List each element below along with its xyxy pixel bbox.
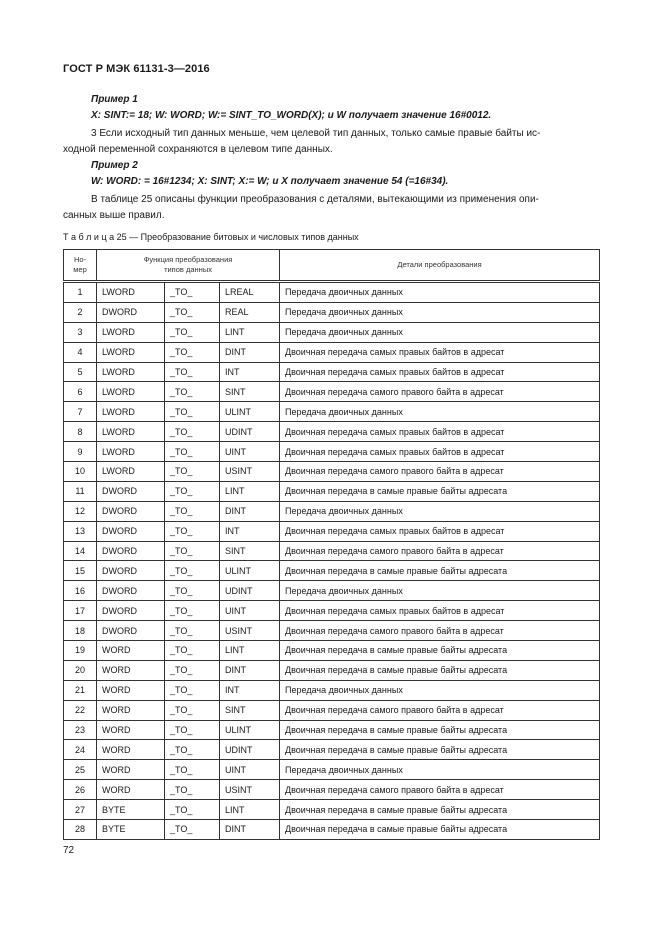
source-type: LWORD — [97, 462, 165, 482]
source-type: WORD — [97, 641, 165, 661]
conversion-op: _TO_ — [165, 740, 220, 760]
target-type: ULINT — [220, 720, 280, 740]
row-number: 21 — [64, 680, 97, 700]
table-row — [64, 820, 600, 840]
table-row — [64, 660, 600, 680]
conversion-op: _TO_ — [165, 402, 220, 422]
row-number: 27 — [64, 800, 97, 820]
conversion-details: Двоичная передача в самые правые байты адресата — [280, 561, 600, 581]
row-number: 7 — [64, 402, 97, 422]
table-row — [64, 541, 600, 561]
example-1-label: Пример 1 — [91, 94, 138, 105]
source-type: DWORD — [97, 561, 165, 581]
target-type: DINT — [220, 820, 280, 840]
target-type: ULINT — [220, 561, 280, 581]
conversion-details: Двоичная передача в самые правые байты адресата — [280, 740, 600, 760]
conversion-details: Двоичная передача самого правого байта в адресат — [280, 780, 600, 800]
row-number: 8 — [64, 422, 97, 442]
target-type: REAL — [220, 302, 280, 322]
paragraph-table-intro — [63, 192, 598, 224]
table-row — [64, 402, 600, 422]
source-type: DWORD — [97, 581, 165, 601]
source-type: WORD — [97, 780, 165, 800]
table-row — [64, 760, 600, 780]
paragraph-3-line-2: ходной переменной сохраняются в целевом типе данных. — [63, 144, 333, 155]
target-type: UDINT — [220, 581, 280, 601]
table-row — [64, 680, 600, 700]
target-type: DINT — [220, 660, 280, 680]
source-type: LWORD — [97, 402, 165, 422]
row-number: 9 — [64, 442, 97, 462]
table-row — [64, 521, 600, 541]
row-number: 14 — [64, 541, 97, 561]
source-type: DWORD — [97, 501, 165, 521]
conversion-op: _TO_ — [165, 282, 220, 303]
target-type: LINT — [220, 641, 280, 661]
target-type: DINT — [220, 501, 280, 521]
conversion-details: Двоичная передача самых правых байтов в адресат — [280, 442, 600, 462]
header-number-line-2: мер — [73, 265, 87, 274]
table-row — [64, 481, 600, 501]
conversion-details: Двоичная передача самых правых байтов в адресат — [280, 342, 600, 362]
target-type: SINT — [220, 541, 280, 561]
table-row — [64, 700, 600, 720]
conversion-op: _TO_ — [165, 462, 220, 482]
target-type: USINT — [220, 462, 280, 482]
source-type: BYTE — [97, 820, 165, 840]
conversion-op: _TO_ — [165, 442, 220, 462]
example-2-code: W: WORD: = 16#1234; X: SINT; X:= W; и X получает значение 54 (=16#34). — [91, 176, 449, 187]
conversion-op: _TO_ — [165, 820, 220, 840]
conversion-details: Двоичная передача в самые правые байты адресата — [280, 800, 600, 820]
paragraph-table-intro-line-1: В таблице 25 описаны функции преобразования с деталями, вытекающими из применения опи- — [91, 194, 539, 205]
conversion-details: Передача двоичных данных — [280, 322, 600, 342]
conversion-details: Передача двоичных данных — [280, 501, 600, 521]
example-1-code: X: SINT:= 18; W: WORD; W:= SINT_TO_WORD(X); и W получает значение 16#0012. — [91, 110, 492, 121]
table-row — [64, 422, 600, 442]
conversion-op: _TO_ — [165, 800, 220, 820]
row-number: 2 — [64, 302, 97, 322]
table-row — [64, 462, 600, 482]
row-number: 25 — [64, 760, 97, 780]
table-row — [64, 740, 600, 760]
conversion-details: Двоичная передача самых правых байтов в адресат — [280, 601, 600, 621]
row-number: 26 — [64, 780, 97, 800]
row-number: 16 — [64, 581, 97, 601]
conversion-details: Двоичная передача самого правого байта в адресат — [280, 700, 600, 720]
target-type: UINT — [220, 442, 280, 462]
source-type: DWORD — [97, 621, 165, 641]
page-number: 72 — [63, 845, 75, 856]
source-type: WORD — [97, 680, 165, 700]
conversion-op: _TO_ — [165, 780, 220, 800]
source-type: LWORD — [97, 422, 165, 442]
source-type: WORD — [97, 740, 165, 760]
table-row — [64, 720, 600, 740]
table-row — [64, 342, 600, 362]
source-type: LWORD — [97, 342, 165, 362]
target-type: INT — [220, 680, 280, 700]
example-2-label: Пример 2 — [91, 160, 138, 171]
target-type: UDINT — [220, 740, 280, 760]
header-function-line-1: Функция преобразования — [143, 255, 233, 264]
conversion-op: _TO_ — [165, 362, 220, 382]
table-row — [64, 780, 600, 800]
row-number: 22 — [64, 700, 97, 720]
source-type: WORD — [97, 700, 165, 720]
conversion-op: _TO_ — [165, 720, 220, 740]
target-type: USINT — [220, 780, 280, 800]
header-number — [64, 250, 97, 282]
conversion-details: Передача двоичных данных — [280, 402, 600, 422]
target-type: LINT — [220, 800, 280, 820]
table-row — [64, 800, 600, 820]
row-number: 24 — [64, 740, 97, 760]
conversion-op: _TO_ — [165, 621, 220, 641]
conversion-op: _TO_ — [165, 302, 220, 322]
table-row — [64, 322, 600, 342]
table-header-row — [64, 250, 600, 282]
conversion-op: _TO_ — [165, 641, 220, 661]
row-number: 11 — [64, 481, 97, 501]
source-type: WORD — [97, 760, 165, 780]
source-type: DWORD — [97, 541, 165, 561]
target-type: INT — [220, 521, 280, 541]
header-function — [97, 250, 280, 282]
header-details: Детали преобразования — [280, 250, 600, 282]
table-row — [64, 442, 600, 462]
row-number: 12 — [64, 501, 97, 521]
target-type: INT — [220, 362, 280, 382]
conversion-details: Двоичная передача самого правого байта в адресат — [280, 621, 600, 641]
table-row — [64, 362, 600, 382]
conversion-op: _TO_ — [165, 382, 220, 402]
source-type: LWORD — [97, 382, 165, 402]
header-function-line-2: типов данных — [164, 265, 212, 274]
source-type: LWORD — [97, 362, 165, 382]
target-type: USINT — [220, 621, 280, 641]
conversion-details: Двоичная передача самых правых байтов в адресат — [280, 521, 600, 541]
conversion-op: _TO_ — [165, 541, 220, 561]
conversion-details: Двоичная передача в самые правые байты адресата — [280, 820, 600, 840]
source-type: BYTE — [97, 800, 165, 820]
conversion-details: Двоичная передача в самые правые байты адресата — [280, 720, 600, 740]
conversion-op: _TO_ — [165, 700, 220, 720]
header-number-line-1: Но- — [73, 255, 87, 264]
conversion-details: Передача двоичных данных — [280, 302, 600, 322]
target-type: SINT — [220, 700, 280, 720]
row-number: 4 — [64, 342, 97, 362]
conversion-op: _TO_ — [165, 501, 220, 521]
row-number: 18 — [64, 621, 97, 641]
row-number: 15 — [64, 561, 97, 581]
source-type: LWORD — [97, 282, 165, 303]
source-type: DWORD — [97, 521, 165, 541]
conversion-op: _TO_ — [165, 481, 220, 501]
table-row — [64, 302, 600, 322]
target-type: LREAL — [220, 282, 280, 303]
conversion-op: _TO_ — [165, 521, 220, 541]
conversion-op: _TO_ — [165, 760, 220, 780]
source-type: DWORD — [97, 302, 165, 322]
table-row — [64, 581, 600, 601]
row-number: 17 — [64, 601, 97, 621]
conversion-details: Передача двоичных данных — [280, 680, 600, 700]
conversion-details: Двоичная передача в самые правые байты адресата — [280, 660, 600, 680]
table-row — [64, 561, 600, 581]
conversion-op: _TO_ — [165, 601, 220, 621]
paragraph-3 — [63, 126, 598, 158]
conversion-op: _TO_ — [165, 342, 220, 362]
paragraph-3-line-1: 3 Если исходный тип данных меньше, чем целевой тип данных, только самые правые байты ис- — [91, 128, 541, 139]
conversion-table — [63, 249, 600, 840]
target-type: LINT — [220, 481, 280, 501]
conversion-details: Двоичная передача самых правых байтов в адресат — [280, 362, 600, 382]
target-type: UINT — [220, 601, 280, 621]
source-type: WORD — [97, 720, 165, 740]
table-row — [64, 382, 600, 402]
source-type: LWORD — [97, 442, 165, 462]
table-row — [64, 621, 600, 641]
source-type: LWORD — [97, 322, 165, 342]
conversion-details: Двоичная передача самого правого байта в адресат — [280, 382, 600, 402]
target-type: ULINT — [220, 402, 280, 422]
conversion-details: Двоичная передача в самые правые байты адресата — [280, 641, 600, 661]
conversion-details: Двоичная передача самого правого байта в адресат — [280, 541, 600, 561]
row-number: 28 — [64, 820, 97, 840]
row-number: 19 — [64, 641, 97, 661]
table-row — [64, 501, 600, 521]
row-number: 10 — [64, 462, 97, 482]
row-number: 5 — [64, 362, 97, 382]
row-number: 20 — [64, 660, 97, 680]
conversion-op: _TO_ — [165, 322, 220, 342]
conversion-details: Передача двоичных данных — [280, 282, 600, 303]
row-number: 1 — [64, 282, 97, 303]
table-caption: Т а б л и ц а 25 — Преобразование битовых и числовых типов данных — [63, 232, 359, 242]
conversion-op: _TO_ — [165, 680, 220, 700]
target-type: UINT — [220, 760, 280, 780]
row-number: 13 — [64, 521, 97, 541]
conversion-details: Двоичная передача самого правого байта в адресат — [280, 462, 600, 482]
source-type: DWORD — [97, 601, 165, 621]
conversion-op: _TO_ — [165, 660, 220, 680]
target-type: DINT — [220, 342, 280, 362]
conversion-details: Передача двоичных данных — [280, 581, 600, 601]
target-type: UDINT — [220, 422, 280, 442]
conversion-details: Передача двоичных данных — [280, 760, 600, 780]
paragraph-table-intro-line-2: санных выше правил. — [63, 210, 165, 221]
table-body — [64, 282, 600, 840]
document-header: ГОСТ Р МЭК 61131-3—2016 — [63, 63, 210, 75]
target-type: SINT — [220, 382, 280, 402]
conversion-details: Двоичная передача самых правых байтов в адресат — [280, 422, 600, 442]
table-row — [64, 641, 600, 661]
conversion-op: _TO_ — [165, 422, 220, 442]
row-number: 6 — [64, 382, 97, 402]
conversion-details: Двоичная передача в самые правые байты адресата — [280, 481, 600, 501]
row-number: 3 — [64, 322, 97, 342]
source-type: DWORD — [97, 481, 165, 501]
conversion-op: _TO_ — [165, 581, 220, 601]
table-row — [64, 601, 600, 621]
table-row — [64, 282, 600, 303]
row-number: 23 — [64, 720, 97, 740]
target-type: LINT — [220, 322, 280, 342]
conversion-op: _TO_ — [165, 561, 220, 581]
source-type: WORD — [97, 660, 165, 680]
